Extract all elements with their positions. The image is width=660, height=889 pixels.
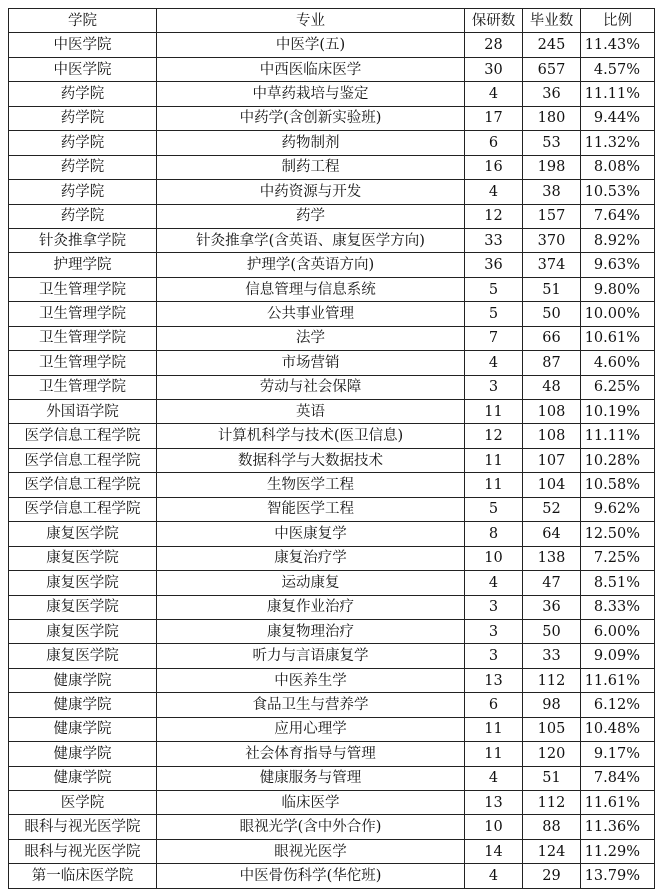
cell-college: 康复医学院 [9,644,157,668]
cell-graduate-count: 51 [523,277,581,301]
cell-major: 针灸推拿学(含英语、康复医学方向) [157,228,465,252]
cell-college: 健康学院 [9,742,157,766]
table-row [9,204,655,228]
cell-ratio: 10.19% [581,400,655,424]
cell-graduate-count: 33 [523,644,581,668]
cell-major: 健康服务与管理 [157,766,465,790]
table-row [9,546,655,570]
cell-college: 医学信息工程学院 [9,473,157,497]
cell-college: 药学院 [9,180,157,204]
cell-ratio: 10.61% [581,326,655,350]
cell-graduate-count: 53 [523,131,581,155]
cell-college: 康复医学院 [9,595,157,619]
cell-college: 卫生管理学院 [9,326,157,350]
cell-major: 中医康复学 [157,522,465,546]
cell-major: 智能医学工程 [157,497,465,521]
cell-recommended-count: 36 [465,253,523,277]
cell-recommended-count: 4 [465,571,523,595]
cell-recommended-count: 6 [465,131,523,155]
cell-major: 社会体育指导与管理 [157,742,465,766]
cell-college: 针灸推拿学院 [9,228,157,252]
header-ratio: 比例 [581,9,655,33]
cell-major: 计算机科学与技术(医卫信息) [157,424,465,448]
cell-recommended-count: 4 [465,82,523,106]
table-row [9,424,655,448]
cell-college: 医学信息工程学院 [9,448,157,472]
cell-major: 生物医学工程 [157,473,465,497]
table-row [9,644,655,668]
table-row [9,693,655,717]
cell-ratio: 11.61% [581,668,655,692]
cell-recommended-count: 5 [465,302,523,326]
table-row [9,815,655,839]
cell-college: 健康学院 [9,766,157,790]
cell-graduate-count: 48 [523,375,581,399]
cell-graduate-count: 198 [523,155,581,179]
cell-graduate-count: 157 [523,204,581,228]
cell-ratio: 6.12% [581,693,655,717]
cell-ratio: 9.80% [581,277,655,301]
cell-ratio: 9.17% [581,742,655,766]
cell-ratio: 9.62% [581,497,655,521]
cell-ratio: 7.84% [581,766,655,790]
cell-college: 医学信息工程学院 [9,497,157,521]
table-row [9,619,655,643]
cell-major: 中草药栽培与鉴定 [157,82,465,106]
cell-recommended-count: 8 [465,522,523,546]
cell-graduate-count: 29 [523,864,581,888]
cell-college: 护理学院 [9,253,157,277]
cell-major: 法学 [157,326,465,350]
cell-college: 康复医学院 [9,546,157,570]
cell-major: 中医养生学 [157,668,465,692]
cell-major: 制药工程 [157,155,465,179]
cell-graduate-count: 50 [523,302,581,326]
cell-recommended-count: 11 [465,448,523,472]
cell-major: 信息管理与信息系统 [157,277,465,301]
cell-recommended-count: 4 [465,351,523,375]
table-row [9,522,655,546]
cell-graduate-count: 88 [523,815,581,839]
cell-ratio: 9.63% [581,253,655,277]
cell-recommended-count: 11 [465,400,523,424]
cell-graduate-count: 107 [523,448,581,472]
cell-recommended-count: 10 [465,546,523,570]
table-row [9,57,655,81]
cell-ratio: 4.57% [581,57,655,81]
cell-major: 眼视光医学 [157,839,465,863]
cell-recommended-count: 4 [465,766,523,790]
table-row [9,791,655,815]
table-row [9,864,655,888]
cell-recommended-count: 5 [465,277,523,301]
cell-college: 医学信息工程学院 [9,424,157,448]
cell-graduate-count: 50 [523,619,581,643]
cell-ratio: 10.58% [581,473,655,497]
cell-graduate-count: 38 [523,180,581,204]
cell-major: 护理学(含英语方向) [157,253,465,277]
header-major: 专业 [157,9,465,33]
table-row [9,473,655,497]
cell-graduate-count: 36 [523,82,581,106]
cell-college: 健康学院 [9,717,157,741]
cell-major: 药学 [157,204,465,228]
cell-ratio: 7.25% [581,546,655,570]
cell-ratio: 11.61% [581,791,655,815]
cell-college: 卫生管理学院 [9,302,157,326]
cell-college: 中医学院 [9,57,157,81]
cell-recommended-count: 4 [465,180,523,204]
cell-recommended-count: 33 [465,228,523,252]
cell-ratio: 10.28% [581,448,655,472]
cell-major: 运动康复 [157,571,465,595]
cell-recommended-count: 12 [465,204,523,228]
cell-college: 药学院 [9,131,157,155]
cell-major: 康复物理治疗 [157,619,465,643]
table-row [9,155,655,179]
cell-ratio: 8.92% [581,228,655,252]
cell-graduate-count: 104 [523,473,581,497]
cell-graduate-count: 138 [523,546,581,570]
table-row [9,326,655,350]
table-row [9,571,655,595]
table-row [9,82,655,106]
cell-ratio: 10.00% [581,302,655,326]
cell-major: 中医学(五) [157,33,465,57]
cell-ratio: 12.50% [581,522,655,546]
cell-graduate-count: 657 [523,57,581,81]
table-row [9,839,655,863]
table-row [9,228,655,252]
cell-major: 公共事业管理 [157,302,465,326]
cell-recommended-count: 12 [465,424,523,448]
cell-ratio: 8.51% [581,571,655,595]
cell-graduate-count: 370 [523,228,581,252]
cell-recommended-count: 13 [465,791,523,815]
cell-recommended-count: 11 [465,717,523,741]
cell-recommended-count: 28 [465,33,523,57]
recommendation-stats-table-container [8,8,655,889]
header-graduate-count: 毕业数 [523,9,581,33]
cell-college: 中医学院 [9,33,157,57]
cell-major: 眼视光学(含中外合作) [157,815,465,839]
cell-major: 中医骨伤科学(华佗班) [157,864,465,888]
cell-ratio: 10.53% [581,180,655,204]
cell-college: 药学院 [9,155,157,179]
cell-ratio: 8.08% [581,155,655,179]
table-row [9,742,655,766]
cell-college: 康复医学院 [9,571,157,595]
cell-ratio: 6.25% [581,375,655,399]
cell-college: 药学院 [9,106,157,130]
table-row [9,668,655,692]
cell-ratio: 11.43% [581,33,655,57]
table-row [9,595,655,619]
cell-recommended-count: 30 [465,57,523,81]
cell-ratio: 4.60% [581,351,655,375]
cell-ratio: 11.11% [581,424,655,448]
cell-major: 食品卫生与营养学 [157,693,465,717]
cell-college: 眼科与视光医学院 [9,839,157,863]
cell-major: 中西医临床医学 [157,57,465,81]
cell-major: 临床医学 [157,791,465,815]
table-row [9,180,655,204]
cell-college: 卫生管理学院 [9,375,157,399]
table-body [9,33,655,888]
table-row [9,277,655,301]
cell-recommended-count: 13 [465,668,523,692]
cell-graduate-count: 47 [523,571,581,595]
cell-major: 中药学(含创新实验班) [157,106,465,130]
cell-major: 劳动与社会保障 [157,375,465,399]
cell-college: 卫生管理学院 [9,351,157,375]
cell-college: 药学院 [9,82,157,106]
cell-ratio: 6.00% [581,619,655,643]
cell-ratio: 11.32% [581,131,655,155]
cell-college: 健康学院 [9,693,157,717]
cell-major: 中药资源与开发 [157,180,465,204]
cell-ratio: 11.36% [581,815,655,839]
cell-ratio: 11.11% [581,82,655,106]
cell-graduate-count: 112 [523,791,581,815]
cell-graduate-count: 52 [523,497,581,521]
cell-major: 康复治疗学 [157,546,465,570]
table-row [9,302,655,326]
cell-ratio: 10.48% [581,717,655,741]
cell-college: 第一临床医学院 [9,864,157,888]
table-row [9,717,655,741]
table-row [9,106,655,130]
table-row [9,253,655,277]
cell-graduate-count: 64 [523,522,581,546]
recommendation-stats-table [8,8,655,889]
cell-graduate-count: 36 [523,595,581,619]
cell-graduate-count: 120 [523,742,581,766]
header-recommended-count: 保研数 [465,9,523,33]
table-row [9,33,655,57]
table-row [9,131,655,155]
cell-major: 康复作业治疗 [157,595,465,619]
cell-recommended-count: 17 [465,106,523,130]
cell-recommended-count: 11 [465,742,523,766]
cell-recommended-count: 3 [465,375,523,399]
cell-college: 康复医学院 [9,619,157,643]
cell-major: 药物制剂 [157,131,465,155]
cell-college: 药学院 [9,204,157,228]
cell-major: 英语 [157,400,465,424]
table-row [9,448,655,472]
cell-graduate-count: 112 [523,668,581,692]
cell-graduate-count: 245 [523,33,581,57]
cell-graduate-count: 374 [523,253,581,277]
cell-recommended-count: 14 [465,839,523,863]
table-row [9,497,655,521]
cell-major: 应用心理学 [157,717,465,741]
cell-recommended-count: 11 [465,473,523,497]
header-row [9,9,655,33]
cell-graduate-count: 108 [523,424,581,448]
cell-graduate-count: 98 [523,693,581,717]
cell-ratio: 7.64% [581,204,655,228]
table-row [9,375,655,399]
cell-recommended-count: 3 [465,619,523,643]
cell-ratio: 9.44% [581,106,655,130]
cell-college: 外国语学院 [9,400,157,424]
cell-college: 健康学院 [9,668,157,692]
cell-ratio: 11.29% [581,839,655,863]
cell-recommended-count: 10 [465,815,523,839]
cell-recommended-count: 3 [465,595,523,619]
cell-graduate-count: 124 [523,839,581,863]
cell-recommended-count: 4 [465,864,523,888]
cell-recommended-count: 7 [465,326,523,350]
cell-major: 数据科学与大数据技术 [157,448,465,472]
cell-major: 市场营销 [157,351,465,375]
cell-graduate-count: 108 [523,400,581,424]
cell-ratio: 8.33% [581,595,655,619]
cell-recommended-count: 3 [465,644,523,668]
cell-major: 听力与言语康复学 [157,644,465,668]
table-row [9,351,655,375]
cell-graduate-count: 87 [523,351,581,375]
cell-graduate-count: 105 [523,717,581,741]
cell-graduate-count: 51 [523,766,581,790]
header-college: 学院 [9,9,157,33]
cell-ratio: 13.79% [581,864,655,888]
cell-recommended-count: 5 [465,497,523,521]
table-row [9,766,655,790]
cell-recommended-count: 16 [465,155,523,179]
cell-graduate-count: 180 [523,106,581,130]
cell-ratio: 9.09% [581,644,655,668]
cell-college: 眼科与视光医学院 [9,815,157,839]
cell-recommended-count: 6 [465,693,523,717]
table-row [9,400,655,424]
cell-college: 医学院 [9,791,157,815]
cell-graduate-count: 66 [523,326,581,350]
cell-college: 康复医学院 [9,522,157,546]
cell-college: 卫生管理学院 [9,277,157,301]
